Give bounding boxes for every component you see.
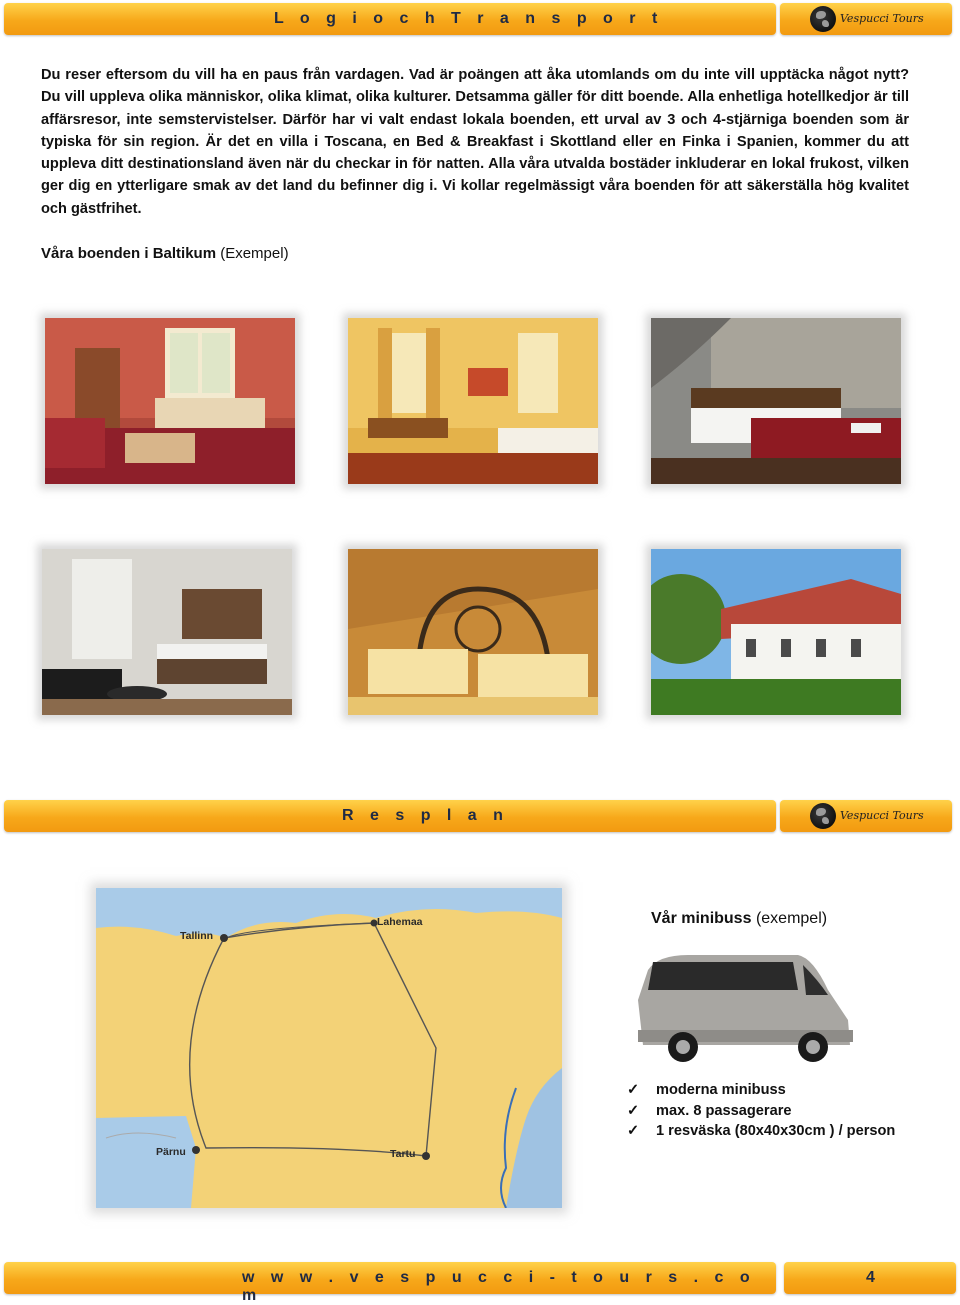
minibus-feature-list	[627, 1080, 895, 1142]
accommodations-note: (Exempel)	[220, 245, 289, 262]
section-banner-logi	[4, 3, 776, 35]
route-map	[96, 888, 562, 1208]
feature-item: ✓ 1 resväska (80x40x30cm ) / person	[627, 1121, 895, 1142]
hotel-photo-manor-house	[651, 549, 901, 715]
page-number-box	[784, 1262, 956, 1294]
company-logo	[780, 800, 952, 832]
hotel-photo-red-room	[45, 318, 295, 484]
hotel-photo-stone-room	[651, 318, 901, 484]
minibus-note: (exempel)	[755, 910, 828, 927]
feature-item: ✓ moderna minibuss	[627, 1080, 895, 1101]
minibus-photo	[628, 950, 853, 1065]
map-graphic	[96, 888, 562, 1208]
map-city-parnu: Pärnu	[156, 1146, 186, 1158]
minibus-heading	[651, 910, 827, 928]
map-city-tartu: Tartu	[390, 1148, 416, 1160]
hotel-photo-yellow-room	[348, 318, 598, 484]
section-title: L o g i o c h T r a n s p o r t	[274, 10, 664, 27]
intro-paragraph: Du reser eftersom du vill ha en paus från vardagen. Vad är poängen att åka utomlands om du inte vill upptäcka något nytt? Du vill uppleva olika människor, olika klimat, olika kulturer. Detsamma gäller för ditt boende. Alla enhetliga hotellkedjor är till affärsresor, inte semstervistelser. Därför har vi valt endast lokala boenden, ett urval av 3 och 4-stjärniga boenden som är typiska för sin region. Är det en villa i Toscana, en Bed & Breakfast i Skottland eller en Finka i Spanien, kommer du att uppleva ditt destinationsland även när du checkar in för natten. Alla våra utvalda bostäder inkluderar en lokal frukost, vilken ger dig en ytterligare smak av det land du befinner dig i. Vi kollar regelmässigt våra boenden för att säkerställa hög kvalitet och gästfrihet.	[41, 67, 909, 217]
globe-icon	[810, 803, 836, 829]
section-title: R e s p l a n	[342, 807, 509, 824]
hotel-photo-modern-room	[42, 549, 292, 715]
footer-url[interactable]: w w w . v e s p u c c i - t o u r s . c o m	[242, 1269, 756, 1304]
accommodations-title: Våra boenden i Baltikum	[41, 245, 217, 262]
hotel-photo-iron-bed	[348, 549, 598, 715]
logo-text: Vespucci Tours	[840, 12, 924, 25]
map-city-tallinn: Tallinn	[180, 930, 214, 942]
globe-icon	[810, 6, 836, 32]
company-logo	[780, 3, 952, 35]
minibus-title: Vår minibuss	[651, 910, 752, 927]
feature-item: ✓ max. 8 passagerare	[627, 1101, 895, 1122]
footer-banner	[4, 1262, 776, 1304]
logo-text: Vespucci Tours	[840, 809, 924, 822]
map-city-lahemaa: Lahemaa	[377, 916, 423, 928]
section-banner-resplan	[4, 800, 776, 832]
page-number: 4	[866, 1269, 875, 1286]
accommodations-heading	[41, 245, 289, 262]
